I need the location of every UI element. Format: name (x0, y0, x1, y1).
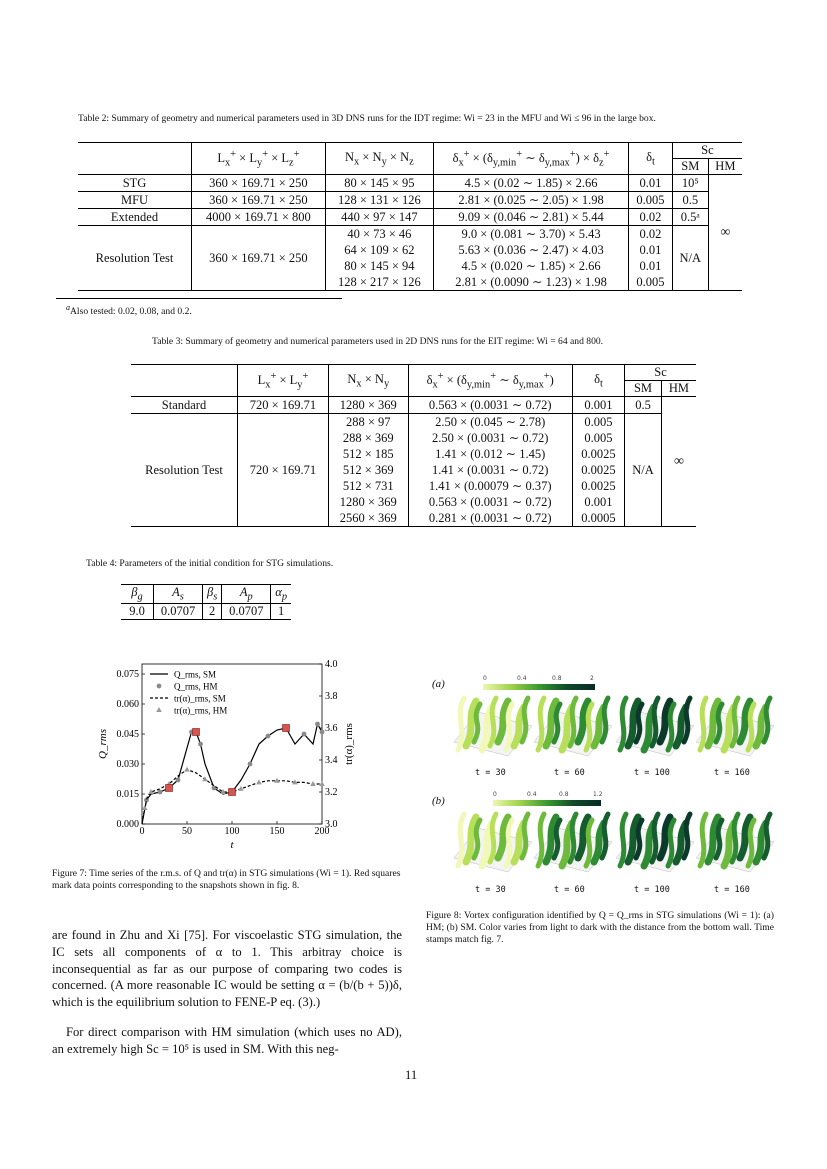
t2-h-sm: SM (672, 159, 708, 175)
y-right-tick-label: 3.0 (325, 819, 338, 830)
series-line (142, 724, 322, 824)
tick-label: 0.4 (517, 675, 527, 682)
snapshot-marker (229, 789, 236, 796)
hm-marker-triangle (256, 779, 262, 784)
cell: 2 (203, 603, 222, 619)
cell: 512 × 369 (328, 462, 408, 478)
time-label: t = 100 (634, 885, 670, 895)
cell: 80 × 145 × 95 (325, 175, 433, 192)
footnote-mark: a (66, 303, 70, 312)
cell: 9.09 × (0.046 ∼ 2.81) × 5.44 (433, 209, 628, 226)
cell: 128 × 217 × 126 (325, 274, 433, 291)
x-tick-label: 100 (224, 826, 240, 837)
t3-h-hm: HM (661, 381, 696, 397)
cell: 1.41 × (0.012 ∼ 1.45) (408, 446, 572, 462)
body-paragraph-2: For direct comparison with HM simulation (which uses no AD), an extremely high Sc = 10⁵ is used in SM. With this neg- (52, 1025, 402, 1056)
cell: 0.01 (629, 242, 673, 258)
vortex-tube (700, 814, 706, 866)
cell: 4000 × 169.71 × 800 (192, 209, 326, 226)
cell: 0.005 (572, 414, 624, 431)
cell: 0.0707 (154, 603, 203, 619)
figure7-chart (84, 656, 374, 856)
x-tick-label: 150 (269, 826, 285, 837)
t2-h-hm: HM (708, 159, 742, 175)
cell-hm-infinity: ∞ (661, 397, 696, 527)
figure7-caption: Figure 7: Time series of the r.m.s. of Q and tr(α) in STG simulations (Wi = 1). Red squares mark data points corresponding to the snapshots shown in fig. 8. (52, 868, 401, 891)
vortex-tube (522, 698, 528, 742)
vortex-tube (684, 698, 690, 742)
hm-marker-circle (176, 778, 181, 783)
table4-caption: Table 4: Parameters of the initial condition for STG simulations. (86, 558, 334, 569)
hm-marker-circle (266, 734, 271, 739)
cell: 720 × 169.71 (238, 397, 329, 414)
cell: 1280 × 369 (328, 494, 408, 510)
t3-corner (131, 365, 238, 397)
vortex-tube (538, 698, 544, 750)
t2-h-dims: $L_x^+ \times L_y^+ \times L_z^+$ (192, 143, 326, 175)
y-tick-label: 0.015 (116, 789, 139, 800)
page-number: 11 (405, 1068, 418, 1082)
cell: 2.50 × (0.0031 ∼ 0.72) (408, 430, 572, 446)
t4-h-beta-g: $\beta_g$ (121, 585, 154, 604)
y-tick-label: 0.000 (116, 819, 139, 830)
vortex-tube (506, 820, 512, 866)
cell: 0.02 (629, 226, 673, 243)
footnote-text: Also tested: 0.02, 0.08, and 0.2. (70, 306, 192, 318)
cell: 360 × 169.71 × 250 (192, 175, 326, 192)
vortex-tube (748, 704, 754, 750)
y-tick-label: 0.045 (116, 729, 139, 740)
hm-marker-triangle (310, 781, 316, 786)
time-label: t = 60 (554, 885, 585, 895)
cell: 2560 × 369 (328, 510, 408, 527)
vortex-tube (684, 814, 690, 858)
cell: 0.281 × (0.0031 ∼ 0.72) (408, 510, 572, 527)
table4 (121, 584, 291, 620)
t4-h-As: $A_s$ (154, 585, 203, 604)
vortex-tube (570, 814, 576, 862)
footnote-rule (56, 298, 342, 299)
hm-marker-triangle (184, 767, 190, 772)
vortex-snapshot (530, 806, 612, 874)
series-line (142, 770, 322, 824)
vortex-tube (458, 814, 464, 866)
table-row (78, 192, 742, 209)
legend-label: Q_rms, HM (174, 681, 218, 692)
table-row (78, 175, 742, 192)
figure8-panel-b-label: (b) (432, 795, 445, 807)
snapshot-marker (283, 725, 290, 732)
t2-h-grid: $N_x \times N_y \times N_z$ (325, 143, 433, 175)
cell: 360 × 169.71 × 250 (192, 226, 326, 291)
cell: 64 × 109 × 62 (325, 242, 433, 258)
t3-h-dims: $L_x^+ \times L_y^+$ (238, 365, 329, 397)
tick-label: 0.8 (552, 675, 562, 682)
vortex-snapshot (692, 690, 774, 758)
cell: 0.001 (572, 494, 624, 510)
cell: 0.0025 (572, 462, 624, 478)
cell: 2.81 × (0.0090 ∼ 1.23) × 1.98 (433, 274, 628, 291)
row-label: Resolution Test (131, 414, 238, 527)
cell: 0.005 (629, 274, 673, 291)
cell: 512 × 185 (328, 446, 408, 462)
table2-footnote (66, 303, 192, 317)
vortex-tube (764, 698, 770, 742)
hm-marker-circle (248, 762, 253, 767)
vortex-snapshot (450, 806, 532, 874)
y-tick-label: 0.030 (116, 759, 139, 770)
y-right-tick-label: 3.8 (325, 691, 338, 702)
cell: 512 × 731 (328, 478, 408, 494)
table-row (78, 226, 742, 243)
vortex-tube (490, 698, 496, 746)
cell: 0.01 (629, 258, 673, 274)
vortex-tube (620, 814, 626, 866)
vortex-snapshot (612, 690, 694, 758)
table2 (78, 142, 742, 291)
y-tick-label: 0.060 (116, 699, 139, 710)
vortex-tube (570, 698, 576, 746)
legend-label: tr(α)_rms, SM (174, 693, 226, 704)
vortex-tube (522, 814, 528, 858)
cell: 0.563 × (0.0031 ∼ 0.72) (408, 397, 572, 414)
t3-h-res: $\delta_x^+ \times (\delta_{y,min}^+$ ∼ $\delta_{y,max}^+$) (408, 365, 572, 397)
cell: 80 × 145 × 94 (325, 258, 433, 274)
table-row (78, 209, 742, 226)
tick-label: 0 (493, 791, 497, 798)
table2-caption: Table 2: Summary of geometry and numerical parameters used in 3D DNS runs for the IDT regime: Wi = 23 in the MFU and Wi ≤ 96 in the large box. (78, 113, 656, 124)
cell: 0.0005 (572, 510, 624, 527)
tick-label: 2 (590, 675, 594, 682)
cell: 0.5 (625, 397, 662, 414)
vortex-tube (458, 698, 464, 750)
row-label: Extended (78, 209, 192, 226)
y-right-tick-label: 3.4 (325, 755, 338, 766)
vortex-tube (764, 814, 770, 858)
table-row (131, 414, 696, 431)
cell: 288 × 97 (328, 414, 408, 431)
cell: 1280 × 369 (328, 397, 408, 414)
legend-label: Q_rms, SM (174, 669, 217, 680)
y-axis-label: Q_rms (97, 729, 109, 759)
row-label: MFU (78, 192, 192, 209)
hm-marker-circle (302, 732, 307, 737)
vortex-snapshot (450, 690, 532, 758)
cell: 288 × 369 (328, 430, 408, 446)
vortex-tube (668, 704, 674, 750)
x-axis-label: t (230, 839, 234, 851)
t2-h-sc: Sc (672, 143, 742, 159)
snapshot-marker (193, 729, 200, 736)
table3 (131, 364, 696, 527)
figure8-panel-a-label: (a) (432, 678, 445, 690)
t3-h-sc: Sc (625, 365, 696, 381)
cell-hm-infinity: ∞ (708, 175, 742, 291)
cell: 0.02 (629, 209, 673, 226)
time-label: t = 100 (634, 768, 670, 778)
hm-marker-circle (198, 742, 203, 747)
legend-marker-triangle (156, 707, 162, 712)
cell: 0.0025 (572, 478, 624, 494)
x-tick-label: 50 (182, 826, 192, 837)
vortex-tube (700, 698, 706, 750)
time-label: t = 30 (475, 885, 506, 895)
cell: 0.01 (629, 175, 673, 192)
tick-label: 0 (483, 675, 487, 682)
body-paragraph-1: are found in Zhu and Xi [75]. For viscoelastic STG simulation, the IC sets all components of α to 1. This arbitray choice is inconsequential as far as our purpose of comparing two codes is concerned. (A more reasonable IC would be setting α = (b/(b + 5))δ, which is the equilibrium solution to FENE-P eq. (3).) (52, 928, 402, 1010)
t2-h-res: $\delta_x^+ \times (\delta_{y,min}^+$ ∼ $\delta_{y,max}^+) \times \delta_z^+$ (433, 143, 628, 175)
x-tick-label: 200 (314, 826, 330, 837)
y-right-tick-label: 3.2 (325, 787, 338, 798)
cell: 4.5 × (0.020 ∼ 1.85) × 2.66 (433, 258, 628, 274)
vortex-tube (586, 704, 592, 750)
cell: 40 × 73 × 46 (325, 226, 433, 243)
vortex-tube (652, 698, 658, 746)
time-label: t = 30 (475, 768, 506, 778)
vortex-tube (602, 814, 608, 858)
cell: 5.63 × (0.036 ∼ 2.47) × 4.03 (433, 242, 628, 258)
vortex-tube (586, 820, 592, 866)
t4-h-Ap: $A_p$ (222, 585, 271, 604)
vortex-tube (490, 814, 496, 862)
cell: 1 (271, 603, 291, 619)
y-tick-label: 0.075 (116, 669, 139, 680)
cell: 0.5 (672, 192, 708, 209)
tick-label: 0.4 (527, 791, 537, 798)
cell: 0.001 (572, 397, 624, 414)
cell: 128 × 131 × 126 (325, 192, 433, 209)
cell: 0.5ᵃ (672, 209, 708, 226)
cell: 1.41 × (0.0031 ∼ 0.72) (408, 462, 572, 478)
y-right-tick-label: 3.6 (325, 723, 338, 734)
y-right-axis-label: tr(α)_rms (343, 723, 355, 765)
vortex-snapshot (530, 690, 612, 758)
cell: 0.005 (572, 430, 624, 446)
vortex-tube (506, 704, 512, 750)
cell: 0.563 × (0.0031 ∼ 0.72) (408, 494, 572, 510)
vortex-tube (732, 814, 738, 862)
cell: 360 × 169.71 × 250 (192, 192, 326, 209)
cell: 2.50 × (0.045 ∼ 2.78) (408, 414, 572, 431)
vortex-tube (748, 820, 754, 866)
hm-marker-triangle (202, 776, 208, 781)
figure8-caption: Figure 8: Vortex configuration identified by Q = Q_rms in STG simulations (Wi = 1): (a) HM; (b) SM. Color varies from light to dark with the distance from the bottom wall. Time stamps match fig. 7. (426, 910, 774, 945)
snapshot-marker (166, 785, 173, 792)
hm-marker-triangle (319, 781, 325, 786)
y-right-tick-label: 4.0 (325, 659, 338, 670)
time-label: t = 160 (714, 768, 750, 778)
cell: 1.41 × (0.00079 ∼ 0.37) (408, 478, 572, 494)
hm-marker-circle (158, 790, 163, 795)
vortex-tube (652, 814, 658, 862)
legend-marker-circle (157, 684, 162, 689)
tick-label: 1.2 (593, 791, 603, 798)
t4-h-alpha-p: $\alpha_p$ (271, 585, 291, 604)
cell: 9.0 (121, 603, 154, 619)
vortex-tube (602, 698, 608, 742)
vortex-tube (620, 698, 626, 750)
cell: N/A (625, 414, 662, 527)
t2-h-dt: $\delta_t$ (629, 143, 673, 175)
table-row (131, 397, 696, 414)
cell: 0.005 (629, 192, 673, 209)
hm-marker-triangle (142, 805, 148, 810)
time-label: t = 60 (554, 768, 585, 778)
t3-h-dt: $\delta_t$ (572, 365, 624, 397)
vortex-tube (732, 698, 738, 746)
cell: 0.0707 (222, 603, 271, 619)
cell: 4.5 × (0.02 ∼ 1.85) × 2.66 (433, 175, 628, 192)
cell: 10⁵ (672, 175, 708, 192)
time-label: t = 160 (714, 885, 750, 895)
cell: 720 × 169.71 (238, 414, 329, 527)
vortex-snapshot (692, 806, 774, 874)
cell: 9.0 × (0.081 ∼ 3.70) × 5.43 (433, 226, 628, 243)
cell: N/A (672, 226, 708, 291)
hm-marker-circle (320, 730, 325, 735)
vortex-snapshot (612, 806, 694, 874)
cell: 2.81 × (0.025 ∼ 2.05) × 1.98 (433, 192, 628, 209)
x-tick-label: 0 (139, 826, 145, 837)
tick-label: 0.8 (559, 791, 569, 798)
cell: 440 × 97 × 147 (325, 209, 433, 226)
t3-h-grid: $N_x \times N_y$ (328, 365, 408, 397)
t2-corner (78, 143, 192, 175)
t3-h-sm: SM (625, 381, 662, 397)
t4-h-beta-s: $\beta_s$ (203, 585, 222, 604)
vortex-tube (538, 814, 544, 866)
hm-marker-triangle (238, 786, 244, 791)
row-label: STG (78, 175, 192, 192)
vortex-tube (668, 820, 674, 866)
legend-label: tr(α)_rms, HM (174, 705, 228, 716)
cell: 0.0025 (572, 446, 624, 462)
row-label: Resolution Test (78, 226, 192, 291)
table3-caption: Table 3: Summary of geometry and numerical parameters used in 2D DNS runs for the EIT regime: Wi = 64 and 800. (152, 336, 604, 347)
hm-marker-circle (315, 722, 320, 727)
row-label: Standard (131, 397, 238, 414)
